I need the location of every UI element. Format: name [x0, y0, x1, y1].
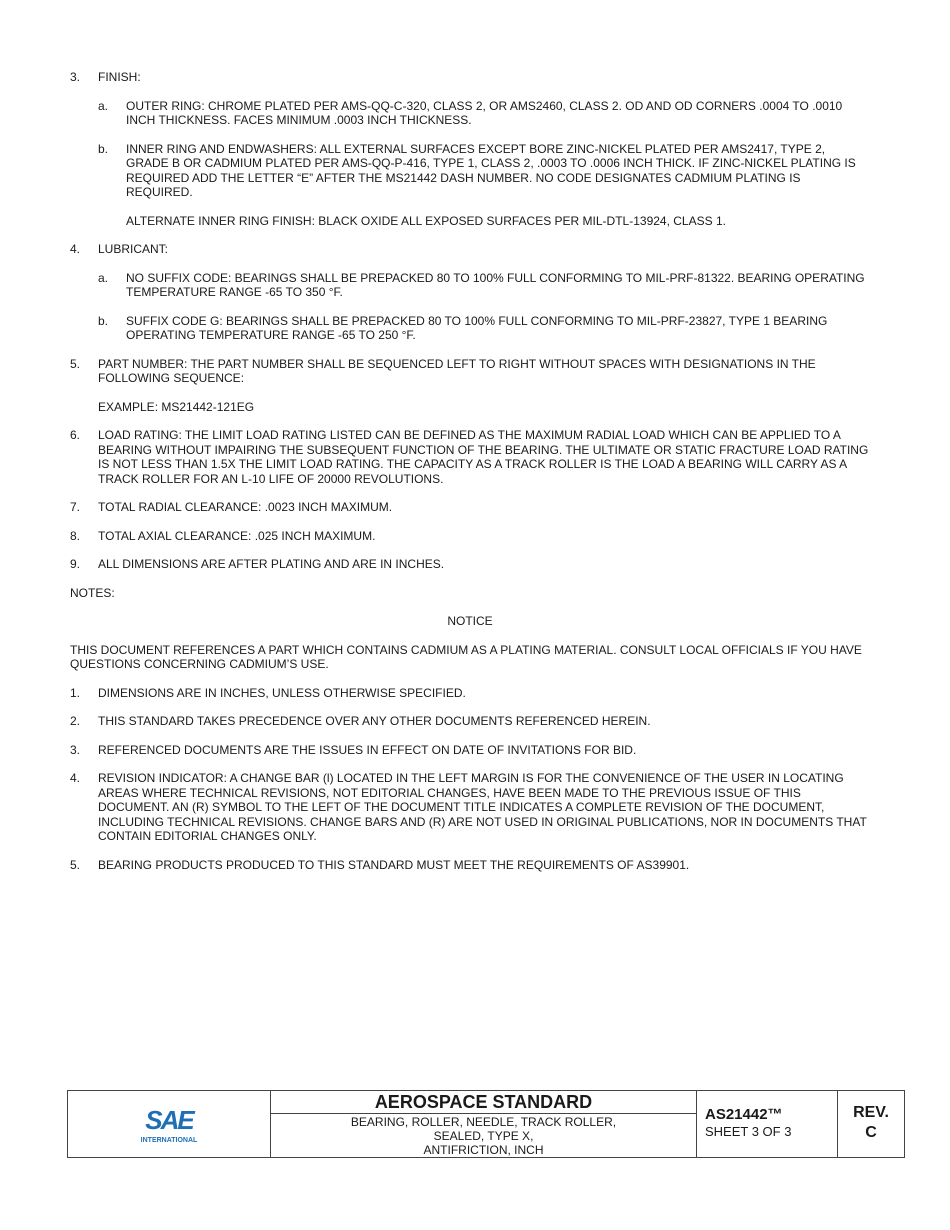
logo-mark: SAE — [145, 1105, 193, 1135]
description-line: BEARING, ROLLER, NEEDLE, TRACK ROLLER, — [350, 1115, 617, 1129]
sub-text: OUTER RING: CHROME PLATED PER AMS-QQ-C-320, CLASS 2, OR AMS2460, CLASS 2. OD AND OD CORNERS .0004 TO .0010 INCH THICKNESS. FACES MINIMUM .0003 INCH THICKNESS. — [126, 98, 843, 127]
item-number: 6. — [70, 428, 81, 442]
item-number: 4. — [70, 242, 81, 256]
sub-letter: a. — [98, 270, 109, 285]
revision-label: REV. — [853, 1104, 889, 1121]
notice-heading: NOTICE — [447, 614, 493, 628]
note-5 — [70, 858, 870, 873]
note-2 — [70, 714, 870, 729]
requirement-8 — [70, 529, 870, 544]
standard-heading: AEROSPACE STANDARD — [271, 1091, 696, 1114]
item-number: 7. — [70, 500, 81, 514]
sheet-indicator: SHEET 3 OF 3 — [705, 1124, 792, 1139]
document-number: AS21442™ — [705, 1106, 783, 1123]
sub-text: SUFFIX CODE G: BEARINGS SHALL BE PREPACKED 80 TO 100% FULL CONFORMING TO MIL-PRF-23827, TYPE 1 BEARING OPERATING TEMPERATURE RANGE -65 TO 250 °F. — [126, 313, 828, 342]
title-block — [67, 1090, 905, 1158]
item-text: LOAD RATING: THE LIMIT LOAD RATING LISTED CAN BE DEFINED AS THE MAXIMUM RADIAL LOAD WHICH CAN BE APPLIED TO A BEARING WITHOUT IMPAIRING THE SUBSEQUENT FUNCTION OF THE BEARING. THE ULTIMATE OR STATIC FRACTURE LOAD RATING IS NOT LESS THAN 1.5X THE LIMIT LOAD RATING. THE CAPACITY AS A TRACK ROLLER IS THE LOAD A BEARING WILL CARRY AS A TRACK ROLLER FOR AN L-10 LIFE OF 20000 REVOLUTIONS. — [98, 428, 869, 486]
note-number: 1. — [70, 685, 81, 700]
note-4 — [70, 771, 870, 844]
note-text: BEARING PRODUCTS PRODUCED TO THIS STANDARD MUST MEET THE REQUIREMENTS OF AS39901. — [98, 857, 690, 872]
sub-extra-text: ALTERNATE INNER RING FINISH: BLACK OXIDE ALL EXPOSED SURFACES PER MIL-DTL-13924, CLASS 1. — [126, 213, 726, 228]
requirement-9 — [70, 557, 870, 572]
item-text: TOTAL RADIAL CLEARANCE: .0023 INCH MAXIMUM. — [98, 500, 393, 514]
document-number-cell — [697, 1091, 838, 1157]
requirement-4 — [70, 242, 870, 343]
note-3 — [70, 743, 870, 758]
item-text: FINISH: — [98, 70, 141, 84]
item-number: 5. — [70, 356, 81, 371]
requirement-6 — [70, 428, 870, 486]
sub-letter: a. — [98, 98, 109, 113]
note-text: REFERENCED DOCUMENTS ARE THE ISSUES IN EFFECT ON DATE OF INVITATIONS FOR BID. — [98, 742, 637, 757]
document-description — [271, 1114, 696, 1157]
item-text: PART NUMBER: THE PART NUMBER SHALL BE SEQUENCED LEFT TO RIGHT WITHOUT SPACES WITH DESIGNATIONS IN THE FOLLOWING SEQUENCE: — [98, 356, 816, 385]
item-text: TOTAL AXIAL CLEARANCE: .025 INCH MAXIMUM. — [98, 528, 376, 543]
item-number: 8. — [70, 528, 81, 543]
item-number: 9. — [70, 557, 81, 571]
sub-text: NO SUFFIX CODE: BEARINGS SHALL BE PREPACKED 80 TO 100% FULL CONFORMING TO MIL-PRF-81322. BEARING OPERATING TEMPERATURE RANGE -65 TO 350 °F. — [126, 270, 865, 299]
title-cell — [271, 1091, 697, 1157]
document-body — [70, 70, 870, 886]
sub-item-3a — [98, 99, 870, 128]
item-number: 3. — [70, 70, 81, 84]
notes-label: NOTES: — [70, 585, 115, 600]
requirement-3 — [70, 70, 870, 228]
sub-item-3b — [98, 142, 870, 229]
note-number: 3. — [70, 742, 81, 757]
sae-logo-icon — [134, 1102, 204, 1146]
sae-logo — [68, 1091, 271, 1157]
requirement-5 — [70, 357, 870, 415]
note-text: REVISION INDICATOR: A CHANGE BAR (l) LOCATED IN THE LEFT MARGIN IS FOR THE CONVENIENCE OF THE USER IN LOCATING AREAS WHERE TECHNICAL REVISIONS, NOT EDITORIAL CHANGES, HAVE BEEN MADE TO THE PREVIOUS ISSUE OF THIS DOCUMENT. AN (R) SYMBOL TO THE LEFT OF THE DOCUMENT TITLE INDICATES A COMPLETE REVISION OF THE DOCUMENT, INCLUDING TECHNICAL REVISIONS. CHANGE BARS AND (R) ARE NOT USED IN ORIGINAL PUBLICATIONS, NOR IN DOCUMENTS THAT CONTAIN EDITORIAL CHANGES ONLY. — [98, 771, 867, 843]
description-line: ANTIFRICTION, INCH — [423, 1143, 544, 1157]
description-line: SEALED, TYPE X, — [433, 1129, 534, 1143]
revision-cell — [838, 1091, 904, 1157]
note-number: 5. — [70, 857, 81, 872]
sub-item-4a — [98, 271, 870, 300]
notice-text: THIS DOCUMENT REFERENCES A PART WHICH CONTAINS CADMIUM AS A PLATING MATERIAL. CONSULT LOCAL OFFICIALS IF YOU HAVE QUESTIONS CONCERNING CADMIUM’S USE. — [70, 642, 862, 671]
sub-letter: b. — [98, 313, 109, 328]
sub-text: INNER RING AND ENDWASHERS: ALL EXTERNAL SURFACES EXCEPT BORE ZINC-NICKEL PLATED PER AMS2417, TYPE 2, GRADE B OR CADMIUM PLATED PER AMS-QQ-P-416, TYPE 1, CLASS 2, .0003 TO .0006 INCH THICK. IF ZINC-NICKEL PLATING IS REQUIRED ADD THE LETTER “E” AFTER THE MS21442 DASH NUMBER. NO CODE DESIGNATES CADMIUM PLATING IS REQUIRED. — [126, 141, 856, 199]
revision-value: C — [865, 1124, 877, 1141]
item-text: ALL DIMENSIONS ARE AFTER PLATING AND ARE IN INCHES. — [98, 557, 445, 571]
logo-subtext: INTERNATIONAL — [140, 1137, 198, 1144]
note-text: DIMENSIONS ARE IN INCHES, UNLESS OTHERWISE SPECIFIED. — [98, 685, 466, 700]
example-text: EXAMPLE: MS21442-121EG — [98, 399, 255, 414]
note-number: 4. — [70, 771, 81, 785]
note-text: THIS STANDARD TAKES PRECEDENCE OVER ANY OTHER DOCUMENTS REFERENCED HEREIN. — [98, 714, 651, 728]
requirement-7 — [70, 500, 870, 515]
note-number: 2. — [70, 714, 81, 728]
sub-item-4b — [98, 314, 870, 343]
sub-letter: b. — [98, 141, 109, 156]
note-1 — [70, 686, 870, 701]
item-text: LUBRICANT: — [98, 242, 169, 256]
